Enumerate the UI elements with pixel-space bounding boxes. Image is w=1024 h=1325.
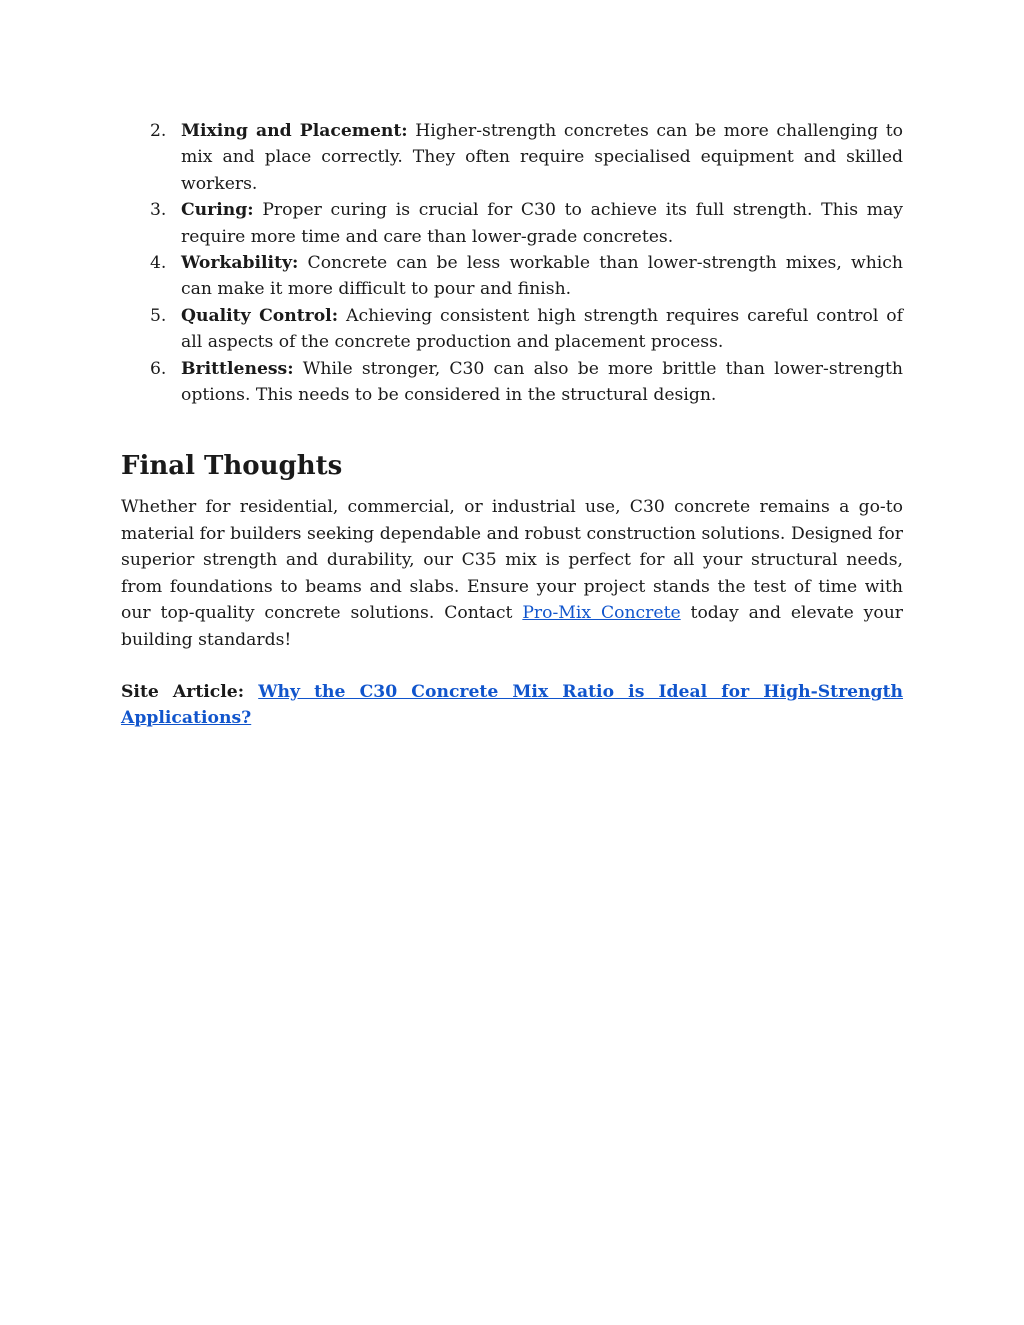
challenges-list [121,118,903,408]
list-item-term: Curing: [181,200,254,221]
list-item [121,356,903,409]
paragraph-text-before-link: Whether for residential, commercial, or industrial use, C30 concrete remains a go-to material for builders seeking dependable and robust construction solutions. Designed for superior strength and durability, our C35 mix is perfect for all your structural needs, from foundations to beams and slabs. Ensure your project stands the test of time with our top-quality concrete solutions. Contact [121,497,903,624]
site-article-link[interactable]: Why the C30 Concrete Mix Ratio is Ideal for High-Strength Applications? [121,681,904,729]
list-item-text: Achieving consistent high strength requires careful control of all aspects of the concrete production and placement process. [181,305,904,353]
list-item [121,118,903,197]
paragraph-text-after-link: today and elevate your building standards! [121,603,903,650]
list-item [121,197,903,250]
list-item-text: Higher-strength concretes can be more challenging to mix and place correctly. They often require specialised equipment and skilled workers. [181,121,903,194]
site-article-label: Site Article: [121,681,245,702]
document-page [121,118,903,732]
list-item-number: 3. [150,200,167,221]
final-thoughts-heading: Final Thoughts [121,451,343,482]
list-item-term: Mixing and Placement: [181,121,408,141]
list-item-term: Workability: [181,253,299,274]
pro-mix-concrete-link[interactable]: Pro-Mix Concrete [522,603,681,624]
list-item-term: Brittleness: [181,358,294,379]
list-item [121,250,903,303]
list-item-number: 6. [150,358,167,379]
list-item-number: 4. [150,253,167,274]
list-item [121,303,903,356]
list-item-number: 5. [150,305,167,326]
list-item-term: Quality Control: [181,305,339,326]
list-item-text: Concrete can be less workable than lower-strength mixes, which can make it more difficult to pour and finish. [181,253,903,300]
list-item-text: While stronger, C30 can also be more brittle than lower-strength options. This needs to be considered in the structural design. [181,358,903,406]
list-item-text: Proper curing is crucial for C30 to achieve its full strength. This may require more time and care than lower-grade concretes. [181,200,903,247]
final-thoughts-paragraph [121,494,903,652]
list-item-number: 2. [150,121,167,141]
site-article-line [121,679,903,732]
